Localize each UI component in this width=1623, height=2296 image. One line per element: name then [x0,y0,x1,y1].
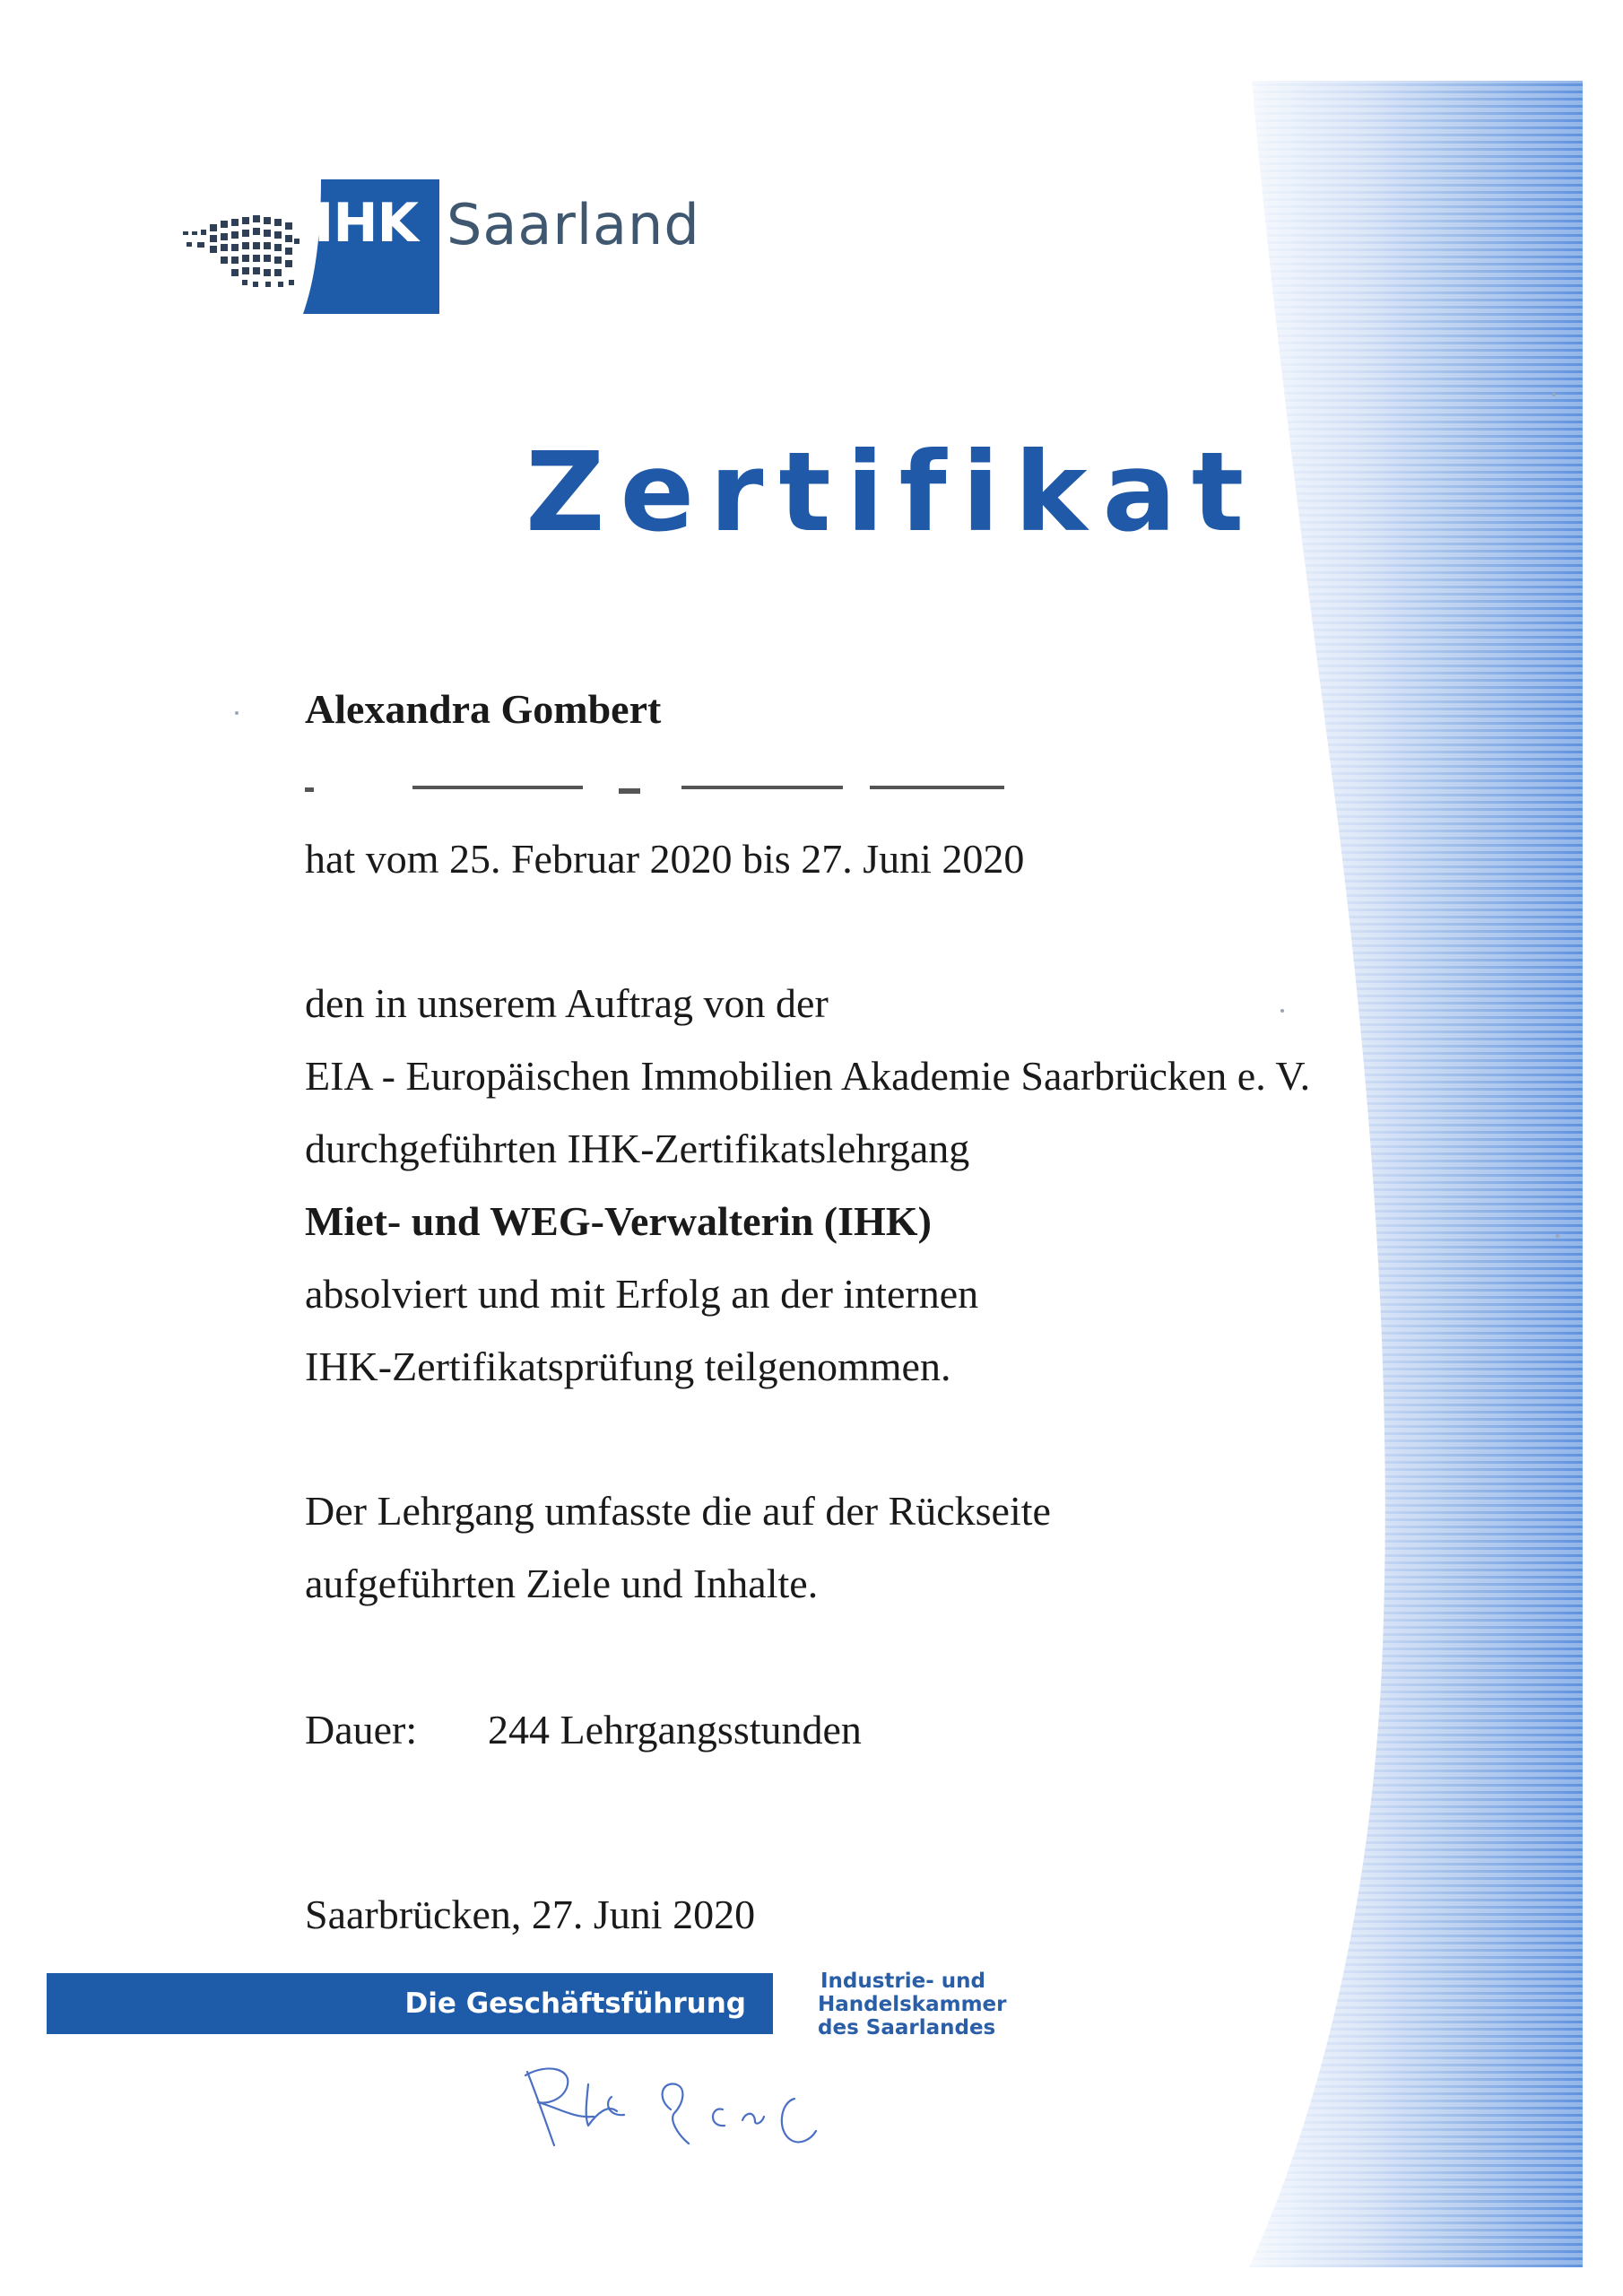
paper-speck [1280,1009,1284,1013]
management-label: Die Geschäftsführung [404,1987,746,2020]
scope-line: Der Lehrgang umfasste die auf der Rückseite [305,1488,1051,1534]
chamber-name-line: Handelskammer [818,1993,1007,2016]
paper-speck [235,711,239,715]
duration-label: Dauer: [305,1707,418,1752]
completion-line: absolviert und mit Erfolg an der internen [305,1271,979,1317]
chamber-name [818,1970,1007,2039]
management-bar [47,1973,773,2034]
certificate-title: Zertifikat [525,429,1260,556]
logo-region-name: Saarland [447,192,700,257]
body-line: EIA - Europäischen Immobilien Akademie Saarbrücken e. V. [305,1053,1311,1099]
scope-line: aufgeführten Ziele und Inhalte. [305,1561,819,1606]
paper-speck [1556,1234,1559,1238]
duration-value: 244 Lehrgangsstunden [488,1707,862,1752]
place-and-date: Saarbrücken, 27. Juni 2020 [305,1892,756,1937]
chamber-name-line: des Saarlandes [818,2016,996,2039]
chamber-name-line: Industrie- und [820,1970,986,1993]
obscured-text-line [305,786,1006,798]
body-line: den in unserem Auftrag von der [305,980,829,1026]
body-line: durchgeführten IHK-Zertifikatslehrgang [305,1126,970,1171]
paper-speck [1552,393,1556,396]
logo-abbreviation: IHK [314,192,419,255]
completion-line: IHK-Zertifikatsprüfung teilgenommen. [305,1344,951,1389]
course-period: hat vom 25. Februar 2020 bis 27. Juni 2020 [305,836,1025,882]
saarland-map-icon [179,206,305,296]
recipient-name: Alexandra Gombert [305,686,662,732]
ihk-saarland-logo [170,179,700,318]
course-title: Miet- und WEG-Verwalterin (IHK) [305,1198,932,1244]
handwritten-signature [511,2045,834,2170]
